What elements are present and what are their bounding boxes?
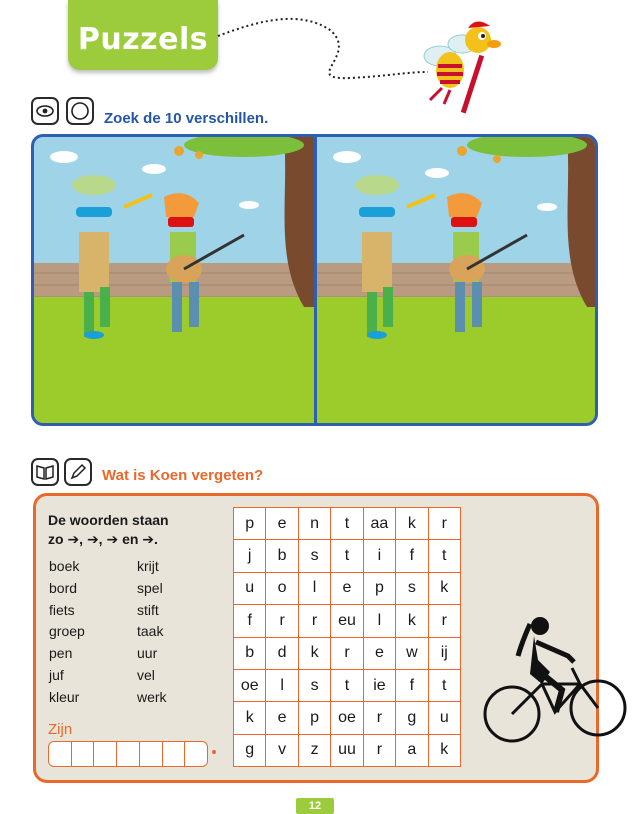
answer-letter-box[interactable] [94,742,117,766]
word-list-item: werk [137,688,167,705]
answer-letter-box[interactable] [163,742,186,766]
book-icon [31,458,59,486]
grid-cell[interactable]: r [429,605,461,637]
grid-cell[interactable]: d [266,638,298,670]
grid-cell[interactable]: b [266,540,298,572]
grid-cell[interactable]: l [266,670,298,702]
eye-icon [31,97,59,125]
grid-cell[interactable]: k [429,735,461,767]
grid-cell[interactable]: k [396,508,428,540]
grid-cell[interactable]: r [266,605,298,637]
grid-cell[interactable]: r [364,735,396,767]
instruction-line-1: De woorden staan [48,512,169,528]
grid-cell[interactable]: uu [331,735,363,767]
grid-cell[interactable]: p [299,702,331,734]
grid-cell[interactable]: k [299,638,331,670]
grid-cell[interactable]: z [299,735,331,767]
word-list-item: groep [49,623,85,640]
grid-cell[interactable]: u [429,702,461,734]
grid-cell[interactable]: g [396,702,428,734]
grid-cell[interactable]: r [331,638,363,670]
grid-cell[interactable]: f [234,605,266,637]
puzzle-image-right[interactable] [317,137,597,423]
grid-cell[interactable]: e [266,508,298,540]
grid-cell[interactable]: p [364,573,396,605]
answer-letter-box[interactable] [49,742,72,766]
word-list-item: spel [137,579,163,596]
answer-label: Zijn [48,721,73,738]
grid-cell[interactable]: t [331,540,363,572]
word-search-instruction [48,511,169,549]
grid-cell[interactable]: oe [234,670,266,702]
grid-cell[interactable]: o [266,573,298,605]
answer-boxes [48,741,208,767]
word-list-item: boek [49,558,80,574]
grid-cell[interactable]: g [234,735,266,767]
grid-cell[interactable]: k [234,702,266,734]
dotted-flight-path [0,0,632,130]
grid-cell[interactable]: s [396,573,428,605]
grid-cell[interactable]: e [331,573,363,605]
grid-cell[interactable]: ie [364,670,396,702]
section-title-word-search: Wat is Koen vergeten? [102,467,264,484]
word-list-right [137,556,167,709]
grid-cell[interactable]: r [299,605,331,637]
page-number: 12 [296,798,334,814]
grid-cell[interactable]: l [364,605,396,637]
grid-cell[interactable]: a [396,735,428,767]
word-list-item: juf [49,666,64,683]
grid-cell[interactable]: w [396,638,428,670]
word-list-item: pen [49,645,73,662]
grid-cell[interactable]: u [234,573,266,605]
word-list-item: taak [137,623,164,640]
grid-cell[interactable]: t [429,670,461,702]
word-list-item: krijt [137,558,159,574]
grid-cell[interactable]: f [396,540,428,572]
instruction-line-2: zo ➔, ➔, ➔ en ➔. [48,531,158,547]
grid-cell[interactable]: s [299,540,331,572]
word-list-item: uur [137,645,158,662]
grid-cell[interactable]: i [364,540,396,572]
grid-cell[interactable]: f [396,670,428,702]
word-list-item: fiets [49,601,75,618]
grid-cell[interactable]: oe [331,702,363,734]
letter-grid [233,507,461,767]
grid-cell[interactable]: e [266,702,298,734]
answer-letter-box[interactable] [185,742,207,766]
grid-cell[interactable]: aa [364,508,396,540]
grid-cell[interactable]: k [429,573,461,605]
puzzle-image-left[interactable] [34,137,314,423]
grid-cell[interactable]: t [331,670,363,702]
section-title-differences: Zoek de 10 verschillen. [104,110,269,127]
word-list-item: vel [137,666,155,683]
spot-the-difference-frame [31,134,598,426]
answer-letter-box[interactable] [140,742,163,766]
word-list-item: stift [137,601,159,618]
grid-cell[interactable]: p [234,508,266,540]
word-list-item: bord [49,579,78,596]
grid-cell[interactable]: t [331,508,363,540]
grid-cell[interactable]: j [234,540,266,572]
grid-cell[interactable]: eu [331,605,363,637]
grid-cell[interactable]: k [396,605,428,637]
pencil-icon [64,458,92,486]
grid-cell[interactable]: v [266,735,298,767]
answer-letter-box[interactable] [72,742,95,766]
answer-period [212,750,216,754]
word-list-item: kleur [49,688,80,705]
grid-cell[interactable]: e [364,638,396,670]
grid-cell[interactable]: b [234,638,266,670]
grid-cell[interactable]: t [429,540,461,572]
grid-cell[interactable]: r [429,508,461,540]
answer-letter-box[interactable] [117,742,140,766]
circle-answer-icon [66,97,94,125]
page-title: Puzzels [77,22,209,57]
grid-cell[interactable]: n [299,508,331,540]
grid-cell[interactable]: ij [429,638,461,670]
word-list-left [49,556,85,709]
grid-cell[interactable]: r [364,702,396,734]
cyclist-silhouette-icon [480,612,630,747]
grid-cell[interactable]: l [299,573,331,605]
grid-cell[interactable]: s [299,670,331,702]
bee-mascot-icon [410,8,510,123]
